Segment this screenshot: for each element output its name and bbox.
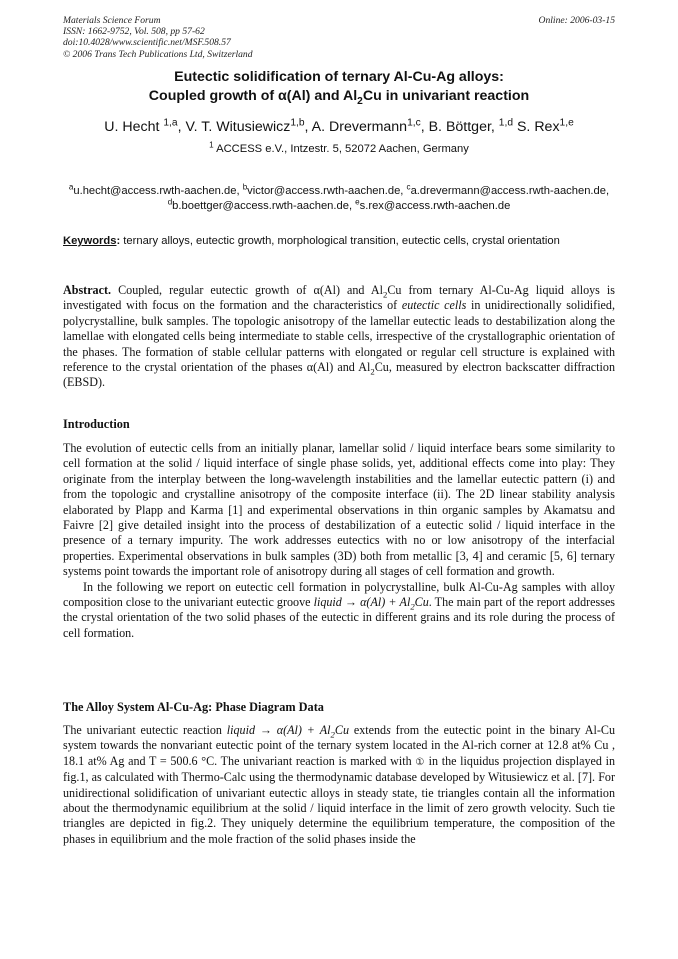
doi-link[interactable]: doi:10.4028/www.scientific.net/MSF.508.57 — [63, 37, 231, 49]
affiliation — [63, 142, 615, 156]
subscript: 2 — [357, 95, 363, 107]
paragraph-text: from the eutectic point in the binary Al-Cu system towards the nonvariant eutectic point of the ternary system located in the Al-rich corner at 12.8 at% Cu , 18.1 at% Ag and T = 500.6 °C. The univariant reaction is marked with — [63, 723, 615, 768]
email-list — [63, 184, 615, 214]
section-heading-alloy-system: The Alloy System Al-Cu-Ag: Phase Diagram Data — [63, 700, 324, 714]
email-link[interactable]: a.drevermann@access.rwth-aachen.de, — [410, 185, 610, 197]
author-name: A. Drevermann — [311, 119, 408, 135]
affil-text: ACCESS e.V., Intzestr. 5, 52072 Aachen, Germany — [213, 143, 469, 155]
email-sup: e — [355, 197, 360, 207]
title-line-1: Eutectic solidification of ternary Al-Cu-Ag alloys: — [174, 69, 504, 85]
abstract-emphasis: eutectic cells — [401, 298, 467, 313]
author-name: V. T. Witusiewicz — [185, 119, 291, 135]
keywords — [63, 234, 615, 249]
title-line-2 — [63, 87, 615, 106]
subscript: 2 — [410, 601, 415, 612]
email-sup: d — [167, 197, 173, 207]
email-link[interactable]: s.rex@access.rwth-aachen.de — [359, 200, 511, 212]
author-list — [50, 118, 628, 136]
author-affil-sup: 1,b — [290, 117, 305, 129]
keywords-text: ternary alloys, eutectic growth, morphological transition, eutectic cells, crystal orientation — [120, 235, 560, 247]
intro-paragraph-1: The evolution of eutectic cells from an initially planar, lamellar solid / liquid interface bears some similarity to cell formation at the solid / liquid interface of single phase solids, yet, additional effects come into play: They originate from the interplay between the long-wavelength instabilities and the lamellar eutectic pattern (i) and from the topologic and crystalline anisotropy of the composite interface (ii). The 2D linear stability analysis elaborated by Plapp and Karma [1] and experimental observations in thin organic samples by Akamatsu and Faivre [2] give detailed insight into the process of destabilization of a eutectic solid / liquid interface in the presence of a ternary impurity. The work addresses eutectics with no or low anisotropy of the interfacial properties. Experimental observations in bulk samples (3D) both from metallic [3, 4] and ceramic [5, 6] ternary systems point towards the important role of anisotropy during all stages of cell formation and growth. — [63, 441, 615, 579]
reaction-formula: Cu — [334, 723, 350, 737]
alpha-symbol: α — [313, 283, 320, 297]
author-affil-sup: 1,d — [498, 117, 514, 129]
intro-paragraph-2 — [63, 580, 615, 642]
alpha-symbol: α — [306, 360, 314, 375]
abstract-label: Abstract. — [63, 283, 112, 297]
email-sup: b — [242, 182, 248, 192]
copyright-line: © 2006 Trans Tech Publications Ltd, Switzerland — [63, 48, 253, 60]
affil-sup: 1 — [209, 140, 214, 150]
abstract — [63, 283, 615, 391]
introduction-body — [63, 441, 615, 641]
abstract-text: (Al) and Al — [319, 283, 383, 297]
section-heading-introduction: Introduction — [63, 417, 130, 431]
title-text: Cu in univariant reaction — [362, 88, 530, 104]
subscript: 2 — [330, 729, 335, 740]
email-link[interactable]: victor@access.rwth-aachen.de, — [247, 185, 407, 197]
author-affil-sup: 1,e — [559, 117, 574, 129]
journal-name: Materials Science Forum — [63, 15, 161, 26]
paragraph-text: in the liquidus projection displayed in fig.1, as calculated with Thermo-Calc using the thermodynamic database developed by Witusiewicz et al. [7]. For unidirectional solidification of univariant eutectic alloys in steady state, tie triangles contain all the information about the thermodynamic equilibrium at the solid / liquid interface in the limit of zero growth velocity. Such tie triangles are depicted in fig.2. They uniquely determine the equilibrium temperature, the composition of the phases in equilibrium and the mole fraction of the solid phases inside the — [63, 753, 615, 846]
paragraph-text: . The main part of the report addresses the crystal orientation of the two solid phases of the eutectic in different grains and its role during the process of cell formation. — [63, 595, 616, 640]
journal-header — [63, 15, 615, 60]
email-sup: c — [406, 182, 411, 192]
paragraph-text: s — [386, 723, 391, 737]
alloy-paragraph — [63, 723, 615, 847]
keywords-colon: : — [116, 235, 121, 247]
reaction-formula: liquid → α(Al) + Al — [226, 723, 331, 737]
author-name: B. Böttger, — [428, 119, 499, 135]
subscript: 2 — [370, 366, 375, 377]
abstract-text: (Al) and Al — [313, 360, 371, 375]
separator: , — [420, 119, 429, 135]
separator: , — [304, 119, 312, 135]
email-link[interactable]: b.boettger@access.rwth-aachen.de, — [172, 200, 356, 212]
paragraph-text: extend — [349, 723, 387, 737]
email-link[interactable]: u.hecht@access.rwth-aachen.de, — [73, 185, 243, 197]
abstract-text: Coupled, regular eutectic growth of — [111, 283, 314, 297]
keywords-label: Keywords — [63, 235, 117, 247]
author-affil-sup: 1,c — [407, 117, 421, 129]
reaction-formula: liquid → α(Al) + Al — [313, 595, 411, 610]
author-name: S. Rex — [516, 119, 560, 135]
online-date: Online: 2006-03-15 — [538, 15, 615, 26]
subscript: 2 — [382, 289, 388, 300]
email-sup: a — [68, 182, 74, 192]
abstract-text: Cu from ternary Al-Cu-Ag liquid alloys is investigated with focus on the formation and the characteristics of — [63, 283, 615, 313]
abstract-text: Cu, measured by electron backscatter diffraction (EBSD). — [63, 360, 615, 390]
alpha-symbol: α — [278, 88, 287, 104]
alloy-section-body — [63, 723, 615, 847]
paragraph-text: In the following we report on eutectic cell formation in polycrystalline, bulk Al-Cu-Ag samples with alloy composition close to the univariant eutectic groove — [63, 579, 615, 610]
reaction-formula: Cu — [414, 595, 429, 610]
author-affil-sup: 1,a — [163, 117, 178, 129]
title-text: (Al) and Al — [286, 88, 358, 104]
issn-line: ISSN: 1662-9752, Vol. 508, pp 57-62 — [63, 26, 205, 38]
abstract-text: in unidirectionally solidified, polycrystalline, bulk samples. The topologic anisotropy of the lamellar eutectic leads to destabilization along the lamellae with elongated cells being intermediate to stable cells, irrespective of the crystallographic orientation of the phases. The formation of stable cellular patterns with elongated or regular cell structure is explained with reference to the crystal orientation of the phases — [63, 298, 615, 375]
author-name: U. Hecht — [104, 119, 164, 135]
separator: , — [177, 119, 186, 135]
paragraph-text: The univariant eutectic reaction — [63, 723, 227, 737]
circled-one-symbol: ① — [415, 756, 425, 768]
paper-title — [63, 68, 615, 106]
title-text: Coupled growth of — [148, 88, 279, 104]
